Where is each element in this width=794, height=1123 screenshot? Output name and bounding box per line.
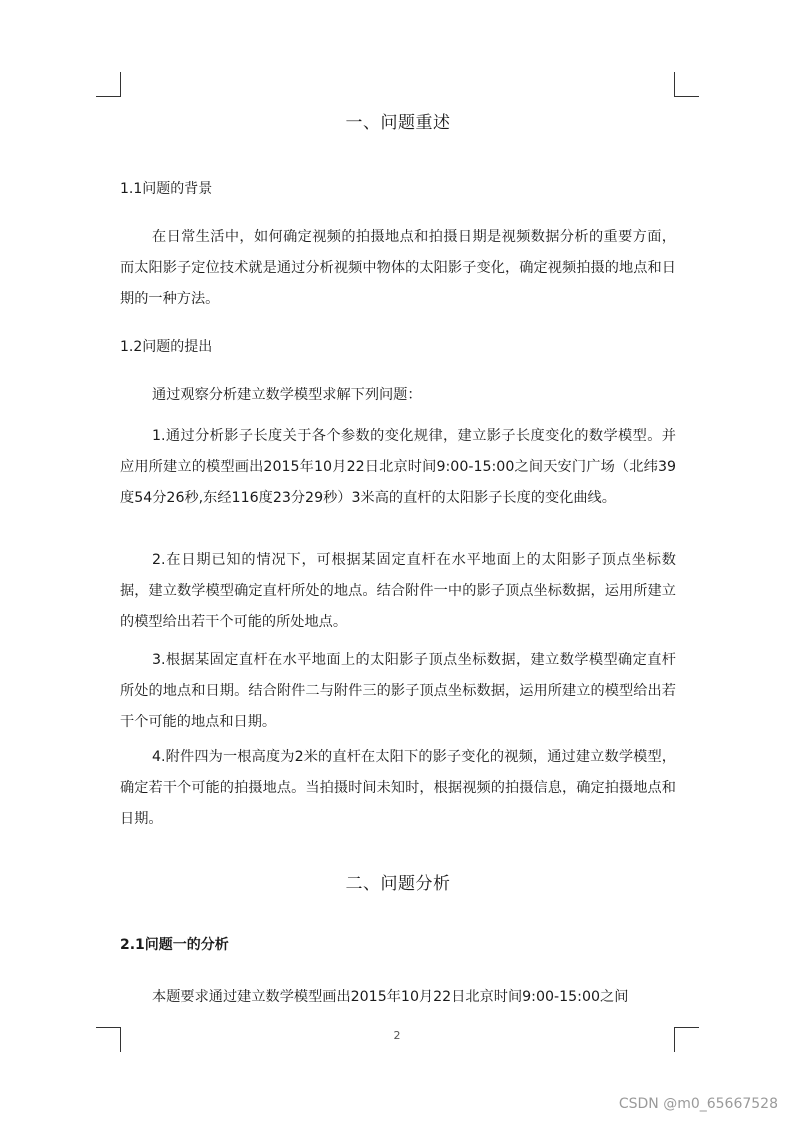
paragraph-intro: 通过观察分析建立数学模型求解下列问题： <box>152 387 422 403</box>
subsection-heading-problem-1-analysis: 2.1问题一的分析 <box>120 937 229 953</box>
paragraph-problem-1: 1.通过分析影子长度关于各个参数的变化规律，建立影子长度变化的数学模型。并应用所建立的模型画出2015年10月22日北京时间9:00-15:00之间天安门广场（北纬39度54分26秒,东经116度23分29秒）3米高的直杆的太阳影子长度的变化曲线。 <box>120 428 676 506</box>
subsection-heading-problem-statement: 1.2问题的提出 <box>120 339 213 355</box>
paragraph-analysis-1: 本题要求通过建立数学模型画出2015年10月22日北京时间9:00-15:00之间 <box>152 989 629 1005</box>
section-heading-restatement: 一、问题重述 <box>345 113 451 133</box>
paragraph-background: 在日常生活中，如何确定视频的拍摄地点和拍摄日期是视频数据分析的重要方面，而太阳影子定位技术就是通过分析视频中物体的太阳影子变化，确定视频拍摄的地点和日期的一种方法。 <box>120 229 676 307</box>
paragraph-problem-3: 3.根据某固定直杆在水平地面上的太阳影子顶点坐标数据，建立数学模型确定直杆所处的地点和日期。结合附件二与附件三的影子顶点坐标数据，运用所建立的模型给出若干个可能的地点和日期。 <box>120 652 676 730</box>
crop-mark-top-right <box>674 72 699 97</box>
paragraph-problem-2: 2.在日期已知的情况下，可根据某固定直杆在水平地面上的太阳影子顶点坐标数据，建立数学模型确定直杆所处的地点。结合附件一中的影子顶点坐标数据，运用所建立的模型给出若干个可能的所处地点。 <box>120 552 676 630</box>
page-number: 2 <box>393 1029 401 1042</box>
paragraph-problem-4: 4.附件四为一根高度为2米的直杆在太阳下的影子变化的视频，通过建立数学模型，确定若干个可能的拍摄地点。当拍摄时间未知时，根据视频的拍摄信息，确定拍摄地点和日期。 <box>120 749 676 827</box>
watermark: CSDN @m0_65667528 <box>618 1096 778 1112</box>
section-heading-analysis: 二、问题分析 <box>345 874 451 894</box>
crop-mark-top-left <box>96 72 121 97</box>
subsection-heading-background: 1.1问题的背景 <box>120 181 213 197</box>
